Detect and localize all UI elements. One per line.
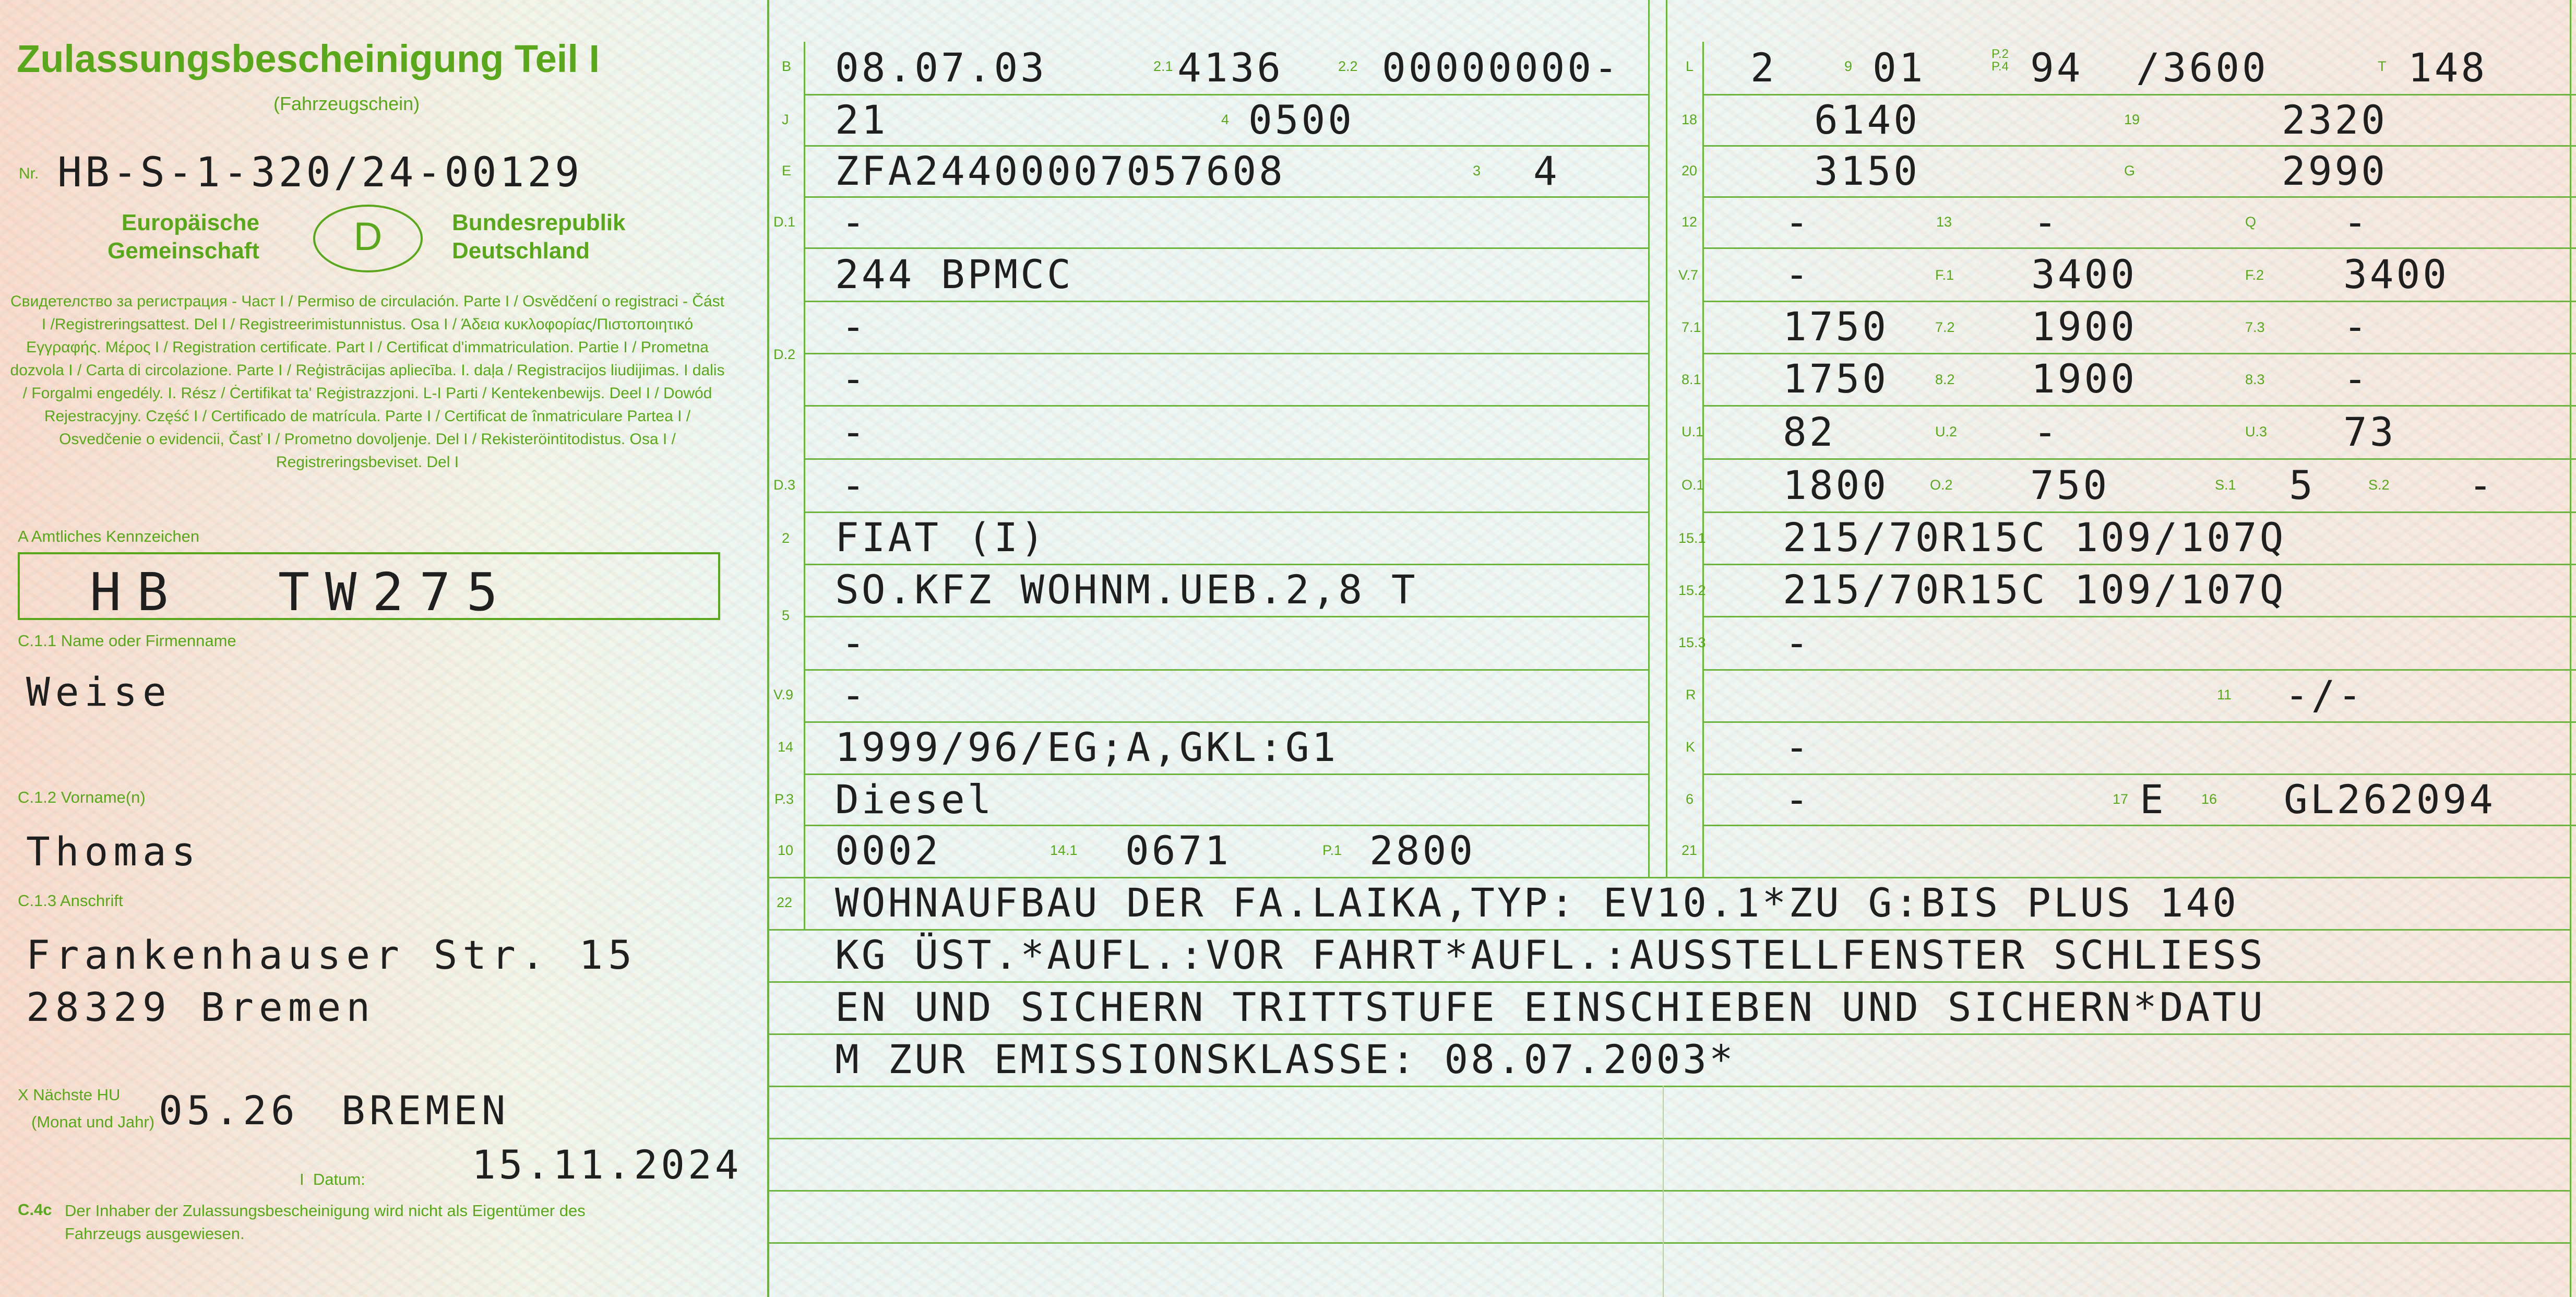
field-label-4: 4 (1221, 112, 1230, 127)
field-D2-line4: - (841, 409, 865, 455)
kennzeichen-box (18, 552, 720, 623)
field-label-15-1: 15.1 (1678, 530, 1706, 546)
field-label-13: 13 (1936, 214, 1952, 230)
field-20: 3150 (1814, 148, 1921, 194)
field-U3: 73 (2343, 409, 2396, 455)
row-rule (804, 405, 1649, 407)
field-8-1: 1750 (1783, 355, 1889, 402)
row-rule (1702, 564, 2576, 565)
field-10: 0002 (835, 827, 941, 874)
document-number: HB-S-1-320/24-00129 (57, 149, 583, 196)
field-2-2: 00000000- (1382, 44, 1620, 91)
row-rule (1702, 825, 2576, 826)
remarks-line-1: WOHNAUFBAU DER FA.LAIKA,TYP: EV10.1*ZU G:BIS PLUS 140 (835, 879, 2239, 926)
field-T: 148 (2408, 44, 2488, 91)
row-rule (1702, 353, 2576, 354)
field-label-2: 2 (782, 530, 790, 546)
field-D2-line3: - (841, 355, 865, 402)
field-label-21: 21 (1681, 842, 1698, 858)
field-label-B: B (782, 58, 792, 74)
field-label-D2: D.2 (773, 347, 796, 362)
remarks-line-4: M ZUR EMISSIONSKLASSE: 08.07.2003* (835, 1036, 1736, 1082)
field-O2: 750 (2030, 462, 2110, 508)
field-S1: 5 (2289, 462, 2316, 508)
field-label-P1: P.1 (1322, 842, 1342, 858)
row-rule (1702, 721, 2576, 723)
field-D1: - (841, 199, 865, 245)
field-14-emission: 1999/96/EG;A,GKL:G1 (835, 724, 1339, 770)
issue-date: 15.11.2024 (472, 1141, 742, 1188)
field-E-vin: ZFA24400007057608 (835, 148, 1285, 194)
row-rule (1702, 774, 2576, 775)
field-13: - (2033, 199, 2057, 245)
multilingual-notice: Свидетелство за регистрация - Част I / Permiso de circulación. Parte I / Osvědčení o registraci - Část I /Registreringsattest. Del I / Registreerimistunnistus. Osa I / Άδεια κυκλοφορίας/Πιστοποιητικό Εγγραφής. Μέρος I / Registration certificate. Part I / Certificat d'immatriculation. Partie I / Prometna dozvola I / Carta di circolazione. Parte I / Reģistrācijas apliecība. I. daļa / Registracijos liudijimas. I dalis / Forgalmi engedély. I. Rész / Ċertifikat ta' Reġistrazzjoni. L-I Parti / Kentekenbewijs. Deel I / Dowód Rejestracyjny. Część I / Certificado de matrícula. Parte I / Certificat de înmatriculare Partea I / Osvedčenie o evidencii, Časť I / Prometno dovoljenje. Del I / Rekisteröintitodistus. Osa I / Registreringsbeviset. Del I (10, 293, 725, 471)
field-L: 2 (1750, 44, 1777, 91)
field-9: 01 (1873, 44, 1926, 91)
field-label-V7: V.7 (1678, 267, 1699, 283)
field-11: -/- (2285, 672, 2365, 718)
anschrift-label: C.1.3 Anschrift (18, 891, 123, 910)
field-S2: - (2468, 462, 2492, 508)
field-17: E (2140, 776, 2166, 823)
remarks-rule (768, 1086, 2570, 1087)
row-rule (1702, 405, 2576, 407)
row-rule (1702, 616, 2576, 617)
remarks-line-3: EN UND SICHERN TRITTSTUFE EINSCHIEBEN UND SICHERN*DATU (835, 984, 2265, 1030)
field-label-11: 11 (2217, 687, 2232, 703)
field-K: - (1785, 724, 1809, 770)
field-label-20: 20 (1681, 163, 1698, 179)
row-rule (804, 774, 1649, 775)
field-F1: 3400 (2031, 251, 2138, 298)
field-4: 0500 (1248, 97, 1355, 143)
field-12: - (1785, 199, 1809, 245)
field-Q: - (2343, 199, 2367, 245)
field-7-1: 1750 (1783, 303, 1889, 350)
row-rule (1702, 94, 2576, 96)
vorname-label: C.1.2 Vorname(n) (18, 788, 146, 806)
row-rule (804, 721, 1649, 723)
field-label-15-2: 15.2 (1678, 582, 1706, 598)
remarks-rule (768, 929, 2570, 931)
remarks-rule (768, 1033, 2570, 1035)
field-label-L: L (1686, 58, 1694, 74)
field-label-P3: P.3 (774, 791, 794, 807)
c4c-note: Der Inhaber der Zulassungsbescheinigung wird nicht als Eigentümer des Fahrzeugs ausgewiesen. (65, 1201, 586, 1243)
field-7-3: - (2343, 303, 2367, 350)
row-rule (804, 564, 1649, 565)
field-19: 2320 (2282, 97, 2388, 143)
field-label-O1: O.1 (1681, 477, 1704, 493)
row-rule (804, 825, 1649, 826)
field-label-7-1: 7.1 (1681, 319, 1701, 335)
address-line-1: Frankenhauser Str. 15 (26, 932, 637, 978)
field-label-14-1: 14.1 (1050, 842, 1078, 858)
field-label-E: E (782, 163, 792, 179)
field-15-1-tires: 215/70R15C 109/107Q (1783, 514, 2286, 561)
kennzeichen-label: A Amtliches Kennzeichen (18, 527, 200, 545)
remarks-rule (768, 981, 2570, 983)
field-label-16: 16 (2201, 791, 2217, 807)
remarks-rule (768, 877, 2570, 878)
row-rule (1702, 511, 2576, 513)
field-label-F2: F.2 (2245, 267, 2264, 283)
country-label: Bundesrepublik Deutschland (452, 210, 626, 264)
field-label-14: 14 (778, 739, 794, 755)
field-label-Q: Q (2245, 214, 2257, 230)
field-label-7-3: 7.3 (2245, 319, 2265, 335)
field-label-8-2: 8.2 (1935, 372, 1955, 387)
row-rule (804, 616, 1649, 617)
row-rule (1702, 247, 2576, 249)
field-3: 4 (1533, 148, 1560, 194)
left-panel (0, 0, 762, 1297)
field-label-G: G (2124, 163, 2136, 179)
field-label-3: 3 (1473, 163, 1481, 179)
field-label-2-2: 2.2 (1338, 58, 1358, 74)
row-rule (1702, 196, 2576, 198)
field-V7: - (1785, 251, 1809, 298)
field-7-2: 1900 (2031, 303, 2138, 350)
field-P2-P4: 94 /3600 (2030, 44, 2269, 91)
field-5-type: SO.KFZ WOHNM.UEB.2,8 T (835, 566, 1418, 613)
field-label-19: 19 (2124, 112, 2140, 127)
field-14-1: 0671 (1125, 827, 1232, 874)
field-label-P2-P4: P.2 P.4 (1991, 47, 2009, 74)
remarks-rule (768, 1190, 2570, 1192)
c4c-label: C.4c (18, 1200, 52, 1219)
field-label-D3: D.3 (773, 477, 796, 493)
document-subtitle: (Fahrzeugschein) (273, 93, 420, 114)
field-8-2: 1900 (2031, 355, 2138, 402)
field-D3: - (841, 462, 865, 508)
hu-label: X Nächste HU (18, 1086, 121, 1104)
field-D2-line2: - (841, 303, 865, 350)
document-title: Zulassungsbescheinigung Teil I (17, 37, 600, 80)
nr-label: Nr. (19, 165, 39, 182)
row-rule (1702, 669, 2576, 671)
field-O1: 1800 (1783, 462, 1889, 508)
holder-name: Weise (26, 669, 172, 715)
field-label-U2: U.2 (1935, 424, 1958, 439)
row-rule (804, 145, 1649, 147)
field-label-O2: O.2 (1930, 477, 1953, 493)
remarks-divider-faint (1663, 1086, 1664, 1297)
field-label-22: 22 (777, 895, 793, 910)
field-label-S1: S.1 (2215, 477, 2236, 493)
field-18: 6140 (1814, 97, 1921, 143)
row-rule (804, 247, 1649, 249)
field-label-D1: D.1 (773, 214, 796, 230)
field-15-2-tires: 215/70R15C 109/107Q (1783, 566, 2286, 613)
inspection-place: BREMEN (341, 1087, 510, 1134)
row-rule (804, 511, 1649, 513)
field-D2-line1: 244 BPMCC (835, 251, 1074, 298)
field-U2: - (2033, 409, 2057, 455)
field-label-R: R (1686, 687, 1696, 703)
name-label: C.1.1 Name oder Firmenname (18, 632, 236, 650)
field-label-2-1: 2.1 (1153, 58, 1173, 74)
field-label-18: 18 (1681, 112, 1698, 127)
field-J: 21 (835, 97, 888, 143)
field-label-17: 17 (2113, 791, 2129, 807)
datum-label: I Datum: (300, 1170, 365, 1188)
field-label-8-3: 8.3 (2245, 372, 2265, 387)
next-inspection: 05.26 (159, 1087, 299, 1134)
row-rule (804, 458, 1649, 460)
remarks-field (768, 877, 2570, 1297)
holder-firstname: Thomas (26, 828, 201, 875)
field-2-make: FIAT (I) (835, 514, 1047, 561)
field-label-U1: U.1 (1681, 424, 1704, 439)
field-V9: - (841, 672, 865, 718)
field-label-15-3: 15.3 (1678, 635, 1706, 650)
field-16: GL262094 (2284, 776, 2496, 823)
field-label-S2: S.2 (2368, 477, 2390, 493)
row-rule (804, 353, 1649, 354)
field-5-line2: - (841, 620, 865, 666)
hu-label-sub: (Monat und Jahr) (31, 1113, 155, 1131)
field-label-V9: V.9 (773, 687, 794, 703)
remarks-label-rule (804, 877, 805, 929)
license-plate: HB TW275 (90, 562, 514, 623)
field-label-F1: F.1 (1935, 267, 1954, 283)
row-rule (1702, 301, 2576, 302)
remarks-rule (768, 1138, 2570, 1139)
field-6: - (1785, 776, 1809, 823)
address-line-2: 28329 Bremen (26, 984, 376, 1030)
row-rule (1702, 458, 2576, 460)
eu-label: Europäische Gemeinschaft (108, 210, 259, 264)
field-label-K: K (1686, 739, 1696, 755)
row-rule (804, 94, 1649, 96)
field-P1-displacement: 2800 (1369, 827, 1476, 874)
field-label-5: 5 (782, 608, 790, 623)
field-F2: 3400 (2343, 251, 2450, 298)
field-label-U3: U.3 (2245, 424, 2268, 439)
row-rule (804, 301, 1649, 302)
field-8-3: - (2343, 355, 2367, 402)
field-label-J: J (782, 112, 789, 127)
remarks-rule (768, 1242, 2570, 1244)
field-label-12: 12 (1681, 214, 1698, 230)
field-label-9: 9 (1844, 58, 1853, 74)
country-oval (313, 205, 423, 272)
field-label-6: 6 (1686, 791, 1694, 807)
field-label-T: T (2378, 58, 2387, 74)
field-15-3: - (1785, 620, 1809, 666)
remarks-line-2: KG ÜST.*AUFL.:VOR FAHRT*AUFL.:AUSSTELLFENSTER SCHLIESS (835, 932, 2265, 978)
field-U1: 82 (1783, 409, 1836, 455)
field-label-7-2: 7.2 (1935, 319, 1955, 335)
row-rule (1702, 145, 2576, 147)
row-rule (804, 669, 1649, 671)
field-P3-fuel: Diesel (835, 776, 994, 823)
field-B-first-registration: 08.07.03 (835, 44, 1047, 91)
field-G: 2990 (2282, 148, 2388, 194)
field-2-1: 4136 (1177, 44, 1284, 91)
field-label-10: 10 (778, 842, 794, 858)
field-label-8-1: 8.1 (1681, 372, 1701, 387)
country-code: D (353, 215, 383, 259)
row-rule (804, 196, 1649, 198)
